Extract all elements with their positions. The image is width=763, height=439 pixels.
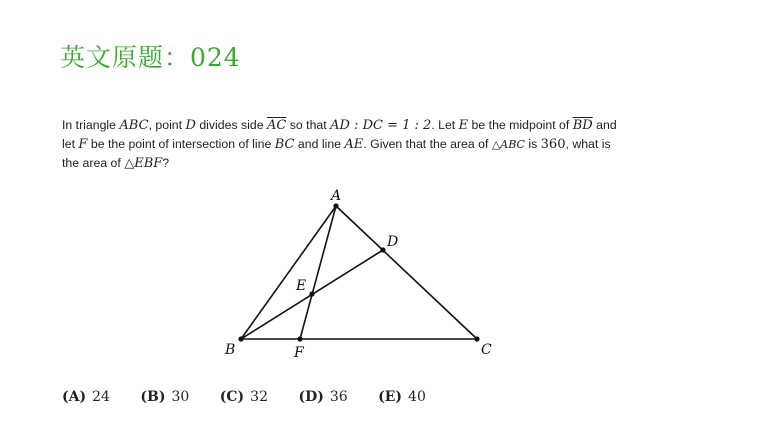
choice-a[interactable]: (A) 24: [62, 389, 110, 405]
segment-ab: [241, 206, 336, 339]
point-d: [380, 247, 385, 252]
segment-ac: [336, 206, 477, 339]
segment-af: [300, 206, 336, 339]
label-c: C: [481, 342, 492, 358]
choice-c[interactable]: (C) 32: [219, 389, 268, 405]
choice-d[interactable]: (D) 36: [298, 389, 348, 405]
label-b: B: [225, 342, 236, 358]
problem-line-3: the area of △EBF?: [62, 156, 170, 171]
point-f: [297, 336, 302, 341]
choice-e[interactable]: (E) 40: [378, 389, 426, 405]
label-f: F: [294, 345, 304, 361]
problem-line-2: let F be the point of intersection of line BC and line AE. Given that the area of △ABC is 360, what is: [62, 137, 611, 152]
point-c: [474, 336, 479, 341]
choice-b[interactable]: (B) 30: [140, 389, 190, 405]
point-b: [238, 336, 243, 341]
point-e: [309, 291, 314, 296]
answer-choices: [62, 389, 452, 405]
label-d: D: [387, 234, 399, 250]
label-e: E: [296, 278, 307, 294]
page-title: 英文原题：024: [60, 43, 241, 72]
point-a: [333, 203, 338, 208]
problem-line-1: In triangle ABC, point D divides side $\overline{AC}$ so that AD : DC = 1 : 2. Let E be the midpoint of $\overline{BD}$ and: [62, 118, 617, 133]
label-a: A: [331, 188, 342, 204]
